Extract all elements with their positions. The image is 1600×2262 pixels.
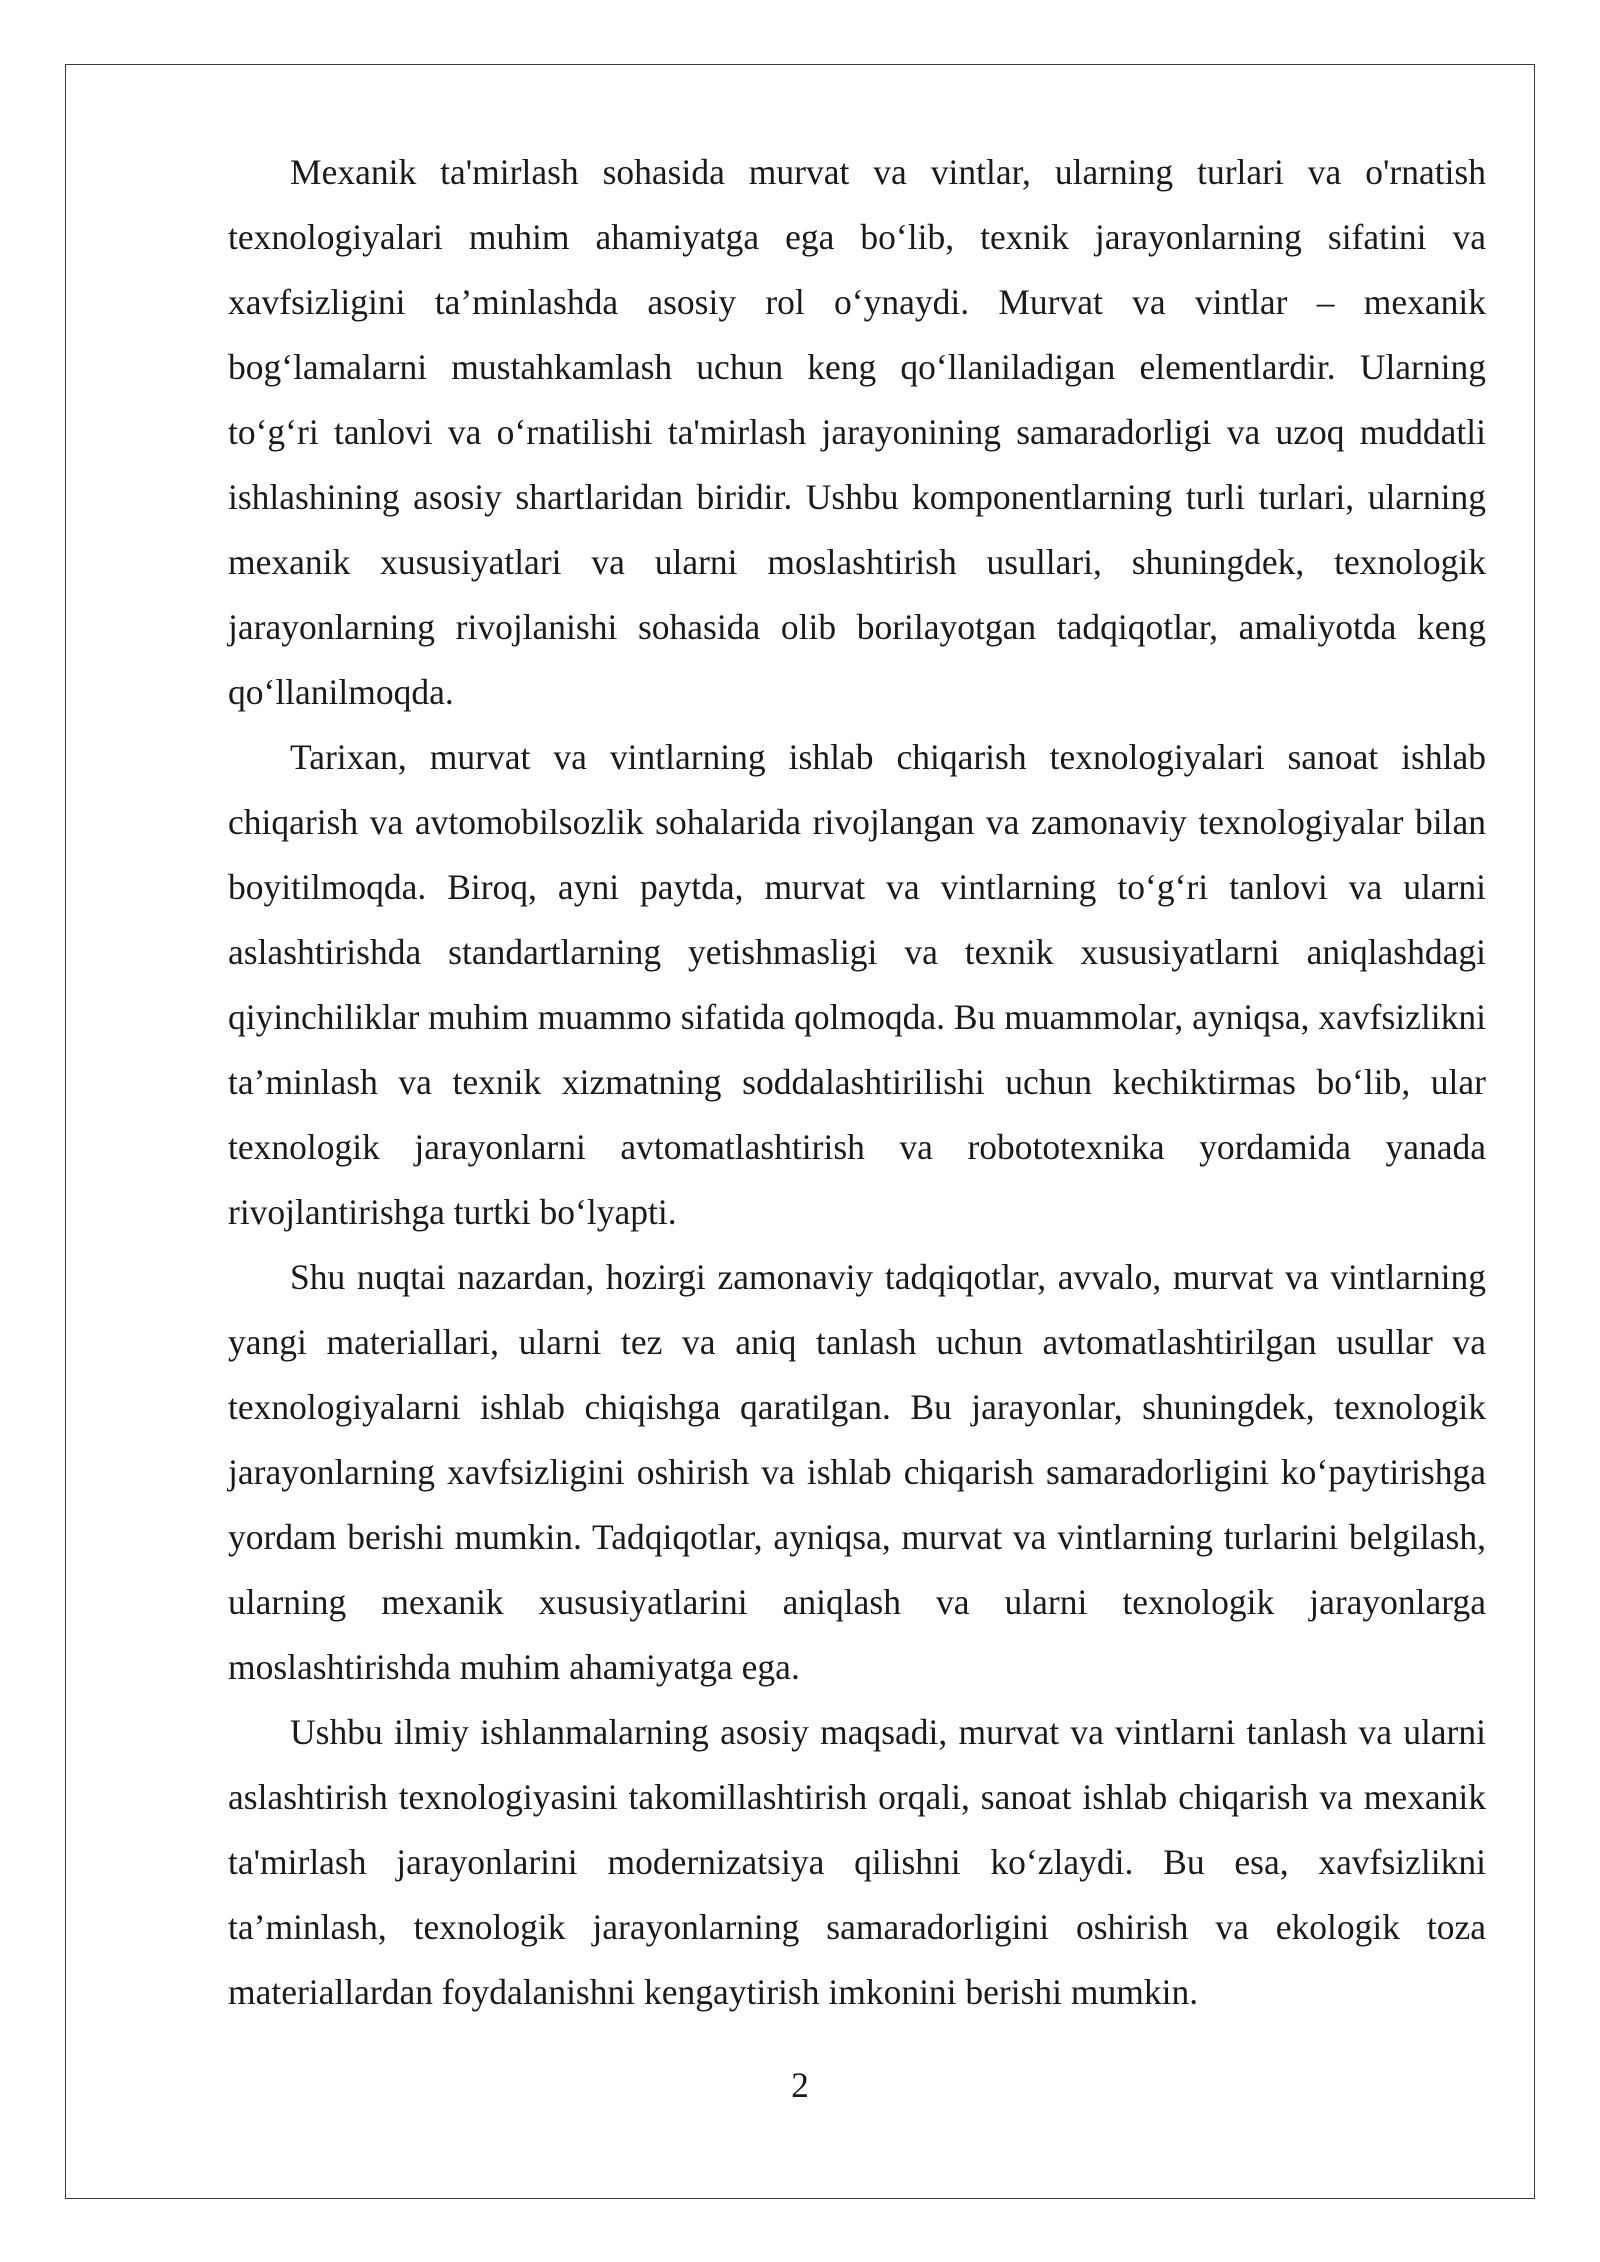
paragraph-1: Mexanik ta'mirlash sohasida murvat va vintlar, ularning turlari va o'rnatish texnologiyalari muhim ahamiyatga ega bo‘lib, texnik jarayonlarning sifatini va xavfsizligini ta’minlashda asosiy rol o‘ynaydi. Murvat va vintlar – mexanik bog‘lamalarni mustahkamlash uchun keng qo‘llaniladigan elementlardir. Ularning to‘g‘ri tanlovi va o‘rnatilishi ta'mirlash jarayonining samaradorligi va uzoq muddatli ishlashining asosiy shartlaridan biridir. Ushbu komponentlarning turli turlari, ularning mexanik xususiyatlari va ularni moslashtirish usullari, shuningdek, texnologik jarayonlarning rivojlanishi sohasida olib borilayotgan tadqiqotlar, amaliyotda keng qo‘llanilmoqda. [228, 152, 1486, 712]
paragraph-4: Ushbu ilmiy ishlanmalarning asosiy maqsadi, murvat va vintlarni tanlash va ularni aslashtirish texnologiyasini takomillashtirish orqali, sanoat ishlab chiqarish va mexanik ta'mirlash jarayonlarini modernizatsiya qilishni ko‘zlaydi. Bu esa, xavfsizlikni ta’minlash, texnologik jarayonlarning samaradorligini oshirish va ekologik toza materiallardan foydalanishni kengaytirish imkonini berishi mumkin. [228, 1712, 1486, 2012]
paragraph-3: Shu nuqtai nazardan, hozirgi zamonaviy tadqiqotlar, avvalo, murvat va vintlarning yangi materiallari, ularni tez va aniq tanlash uchun avtomatlashtirilgan usullar va texnologiyalarni ishlab chiqishga qaratilgan. Bu jarayonlar, shuningdek, texnologik jarayonlarning xavfsizligini oshirish va ishlab chiqarish samaradorligini ko‘paytirishga yordam berishi mumkin. Tadqiqotlar, ayniqsa, murvat va vintlarning turlarini belgilash, ularning mexanik xususiyatlarini aniqlash va ularni texnologik jarayonlarga moslashtirishda muhim ahamiyatga ega. [228, 1257, 1486, 1687]
document-body [228, 140, 1486, 2025]
paragraph-2: Tarixan, murvat va vintlarning ishlab chiqarish texnologiyalari sanoat ishlab chiqarish va avtomobilsozlik sohalarida rivojlangan va zamonaviy texnologiyalar bilan boyitilmoqda. Biroq, ayni paytda, murvat va vintlarning to‘g‘ri tanlovi va ularni aslashtirishda standartlarning yetishmasligi va texnik xususiyatlarni aniqlashdagi qiyinchiliklar muhim muammo sifatida qolmoqda. Bu muammolar, ayniqsa, xavfsizlikni ta’minlash va texnik xizmatning soddalashtirilishi uchun kechiktirmas bo‘lib, ular texnologik jarayonlarni avtomatlashtirish va robototexnika yordamida yanada rivojlantirishga turtki bo‘lyapti. [228, 737, 1486, 1232]
page-number: 2 [791, 2065, 809, 2105]
